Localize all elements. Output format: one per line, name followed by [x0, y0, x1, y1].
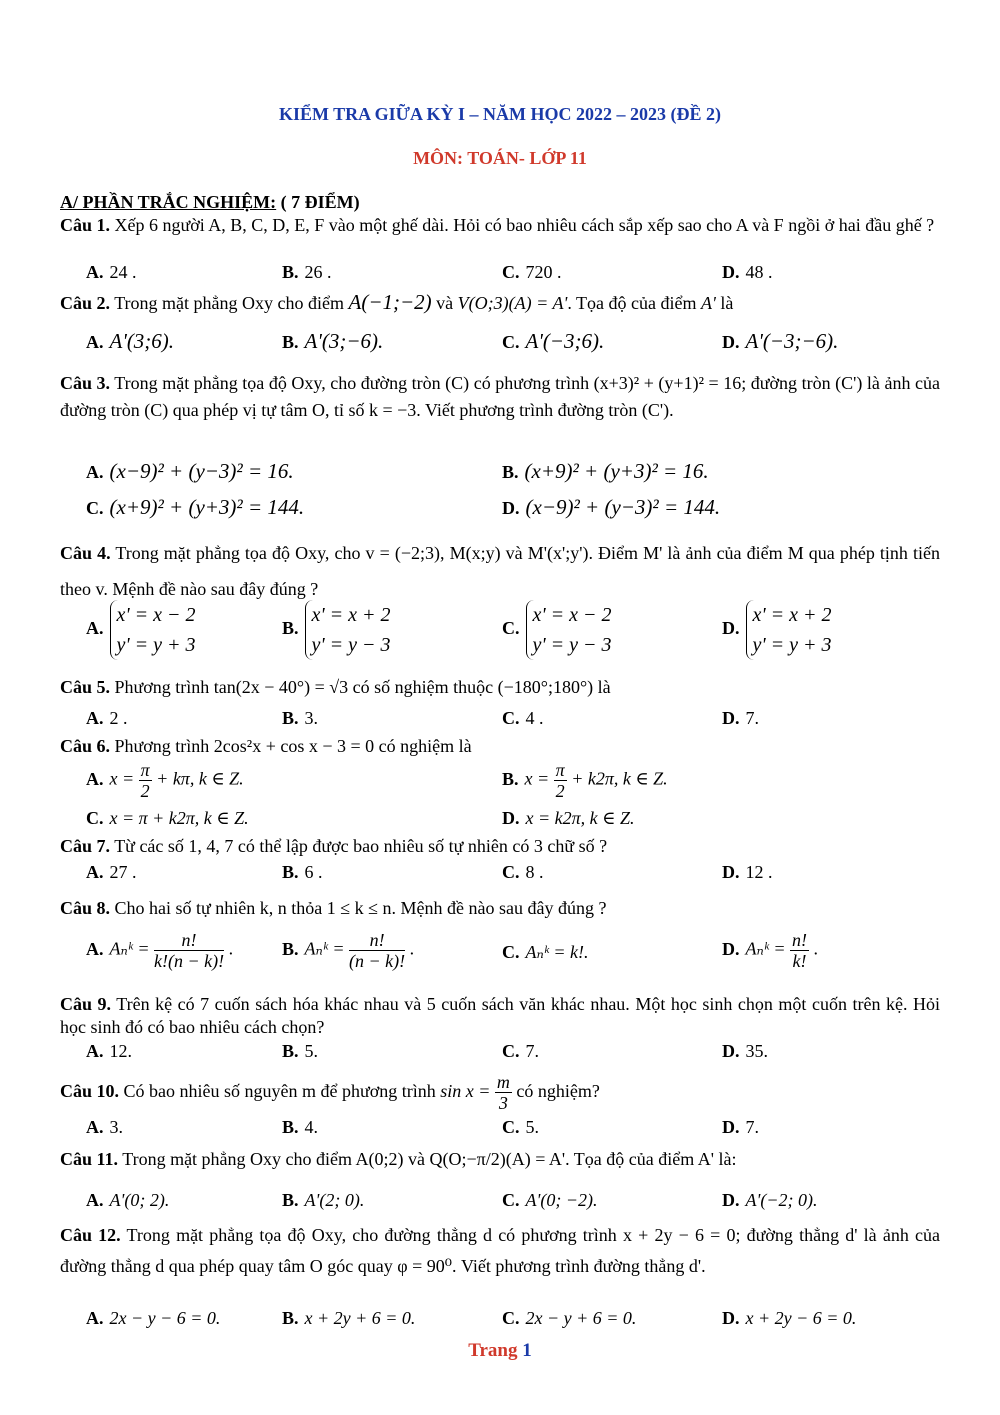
options-q3-cd	[60, 495, 940, 523]
question-6	[60, 735, 940, 758]
options-q9	[60, 1041, 940, 1069]
option-d[interactable]: D. 7.	[722, 1117, 759, 1137]
option-b[interactable]: B. A'(3;−6).	[282, 329, 384, 353]
option-d[interactable]: D. Aₙᵏ = $\frac{n!}{k!}$ .	[722, 930, 818, 971]
math-fraction: $\frac{m}{3}$	[496, 1072, 510, 1114]
options-q7	[60, 862, 940, 890]
question-text: Từ các số 1, 4, 7 có thể lập được bao nhiêu số tự nhiên có 3 chữ số ?	[110, 836, 608, 856]
question-11	[60, 1148, 940, 1171]
question-number: Câu 5.	[60, 677, 111, 697]
option-d[interactable]: D. (x−9)² + (y−3)² = 144.	[502, 495, 721, 519]
question-text: Trên kệ có 7 cuốn sách hóa khác nhau và 5 cuốn sách văn khác nhau. Một học sinh chọn một cuốn trên kệ. Hỏi học sinh đó có bao nhiêu cách chọn?	[60, 994, 940, 1037]
option-d[interactable]: D.x' = x + 2 y' = y + 3	[722, 600, 832, 660]
question-4	[60, 535, 940, 607]
question-number: Câu 7.	[60, 836, 111, 856]
option-d[interactable]: D. 35.	[722, 1041, 768, 1061]
question-text: Trong mặt phẳng Oxy cho điểm A(0;2) và Q(O;−π/2)(A) = A'. Tọa độ của điểm A' là:	[118, 1149, 737, 1169]
question-number: Câu 9.	[60, 994, 112, 1014]
option-c[interactable]: C. 720 .	[502, 262, 562, 282]
option-a[interactable]: A. (x−9)² + (y−3)² = 16.	[86, 459, 294, 483]
option-c[interactable]: C. x = π + k2π, k ∈ Z.	[86, 808, 249, 828]
exam-title: KIỂM TRA GIỮA KỲ I – NĂM HỌC 2022 – 2023 (ĐỀ 2)	[278, 104, 721, 124]
option-d[interactable]: D. x = k2π, k ∈ Z.	[502, 808, 635, 828]
exam-subject: MÔN: TOÁN- LỚP 11	[413, 148, 587, 168]
question-3	[60, 370, 940, 424]
option-b[interactable]: B. 3.	[282, 708, 319, 728]
question-7	[60, 835, 940, 858]
option-b[interactable]: B. Aₙᵏ = $\frac{n!}{(n - k)!}$ .	[282, 930, 415, 971]
question-text: Phương trình 2cos²x + cos x − 3 = 0 có nghiệm là	[110, 736, 472, 756]
question-number: Câu 2.	[60, 293, 111, 313]
options-q1	[60, 262, 940, 290]
option-c[interactable]: C. 8 .	[502, 862, 544, 882]
question-number: Câu 3.	[60, 373, 111, 393]
option-b[interactable]: B. x + 2y + 6 = 0.	[282, 1308, 416, 1328]
question-12	[60, 1220, 940, 1282]
section-label: A/ PHẦN TRẮC NGHIỆM:	[60, 192, 277, 212]
options-q6-ab	[60, 760, 940, 806]
option-c[interactable]: C. 4 .	[502, 708, 544, 728]
option-a[interactable]: A. 2x − y − 6 = 0.	[86, 1308, 221, 1328]
option-a[interactable]: A. 3.	[86, 1117, 123, 1137]
option-c[interactable]: C. 5.	[502, 1117, 539, 1137]
option-b[interactable]: B.x' = x + 2 y' = y − 3	[282, 600, 391, 660]
option-a[interactable]: A. x = $\frac{\pi}{2}$ + kπ, k ∈ Z.	[86, 760, 244, 801]
option-d[interactable]: D. A'(−2; 0).	[722, 1190, 818, 1210]
page-number: 1	[522, 1340, 532, 1361]
math-point: A(−1;−2)	[348, 290, 432, 314]
question-number: Câu 8.	[60, 898, 111, 918]
question-text: Trong mặt phẳng tọa độ Oxy, cho v = (−2;3), M(x;y) và M'(x';y'). Điểm M' là ảnh của điểm M qua phép tịnh tiến theo v. Mệnh đề nào sau đây đúng ?	[60, 543, 940, 599]
footer-label: Trang	[468, 1340, 518, 1361]
option-a[interactable]: A. A'(0; 2).	[86, 1190, 170, 1210]
option-c[interactable]: C.x' = x − 2 y' = y − 3	[502, 600, 612, 660]
question-10: Câu 10. Có bao nhiêu số nguyên m để phương trình sin x = $\frac{m}{3}$ có nghiệm?	[60, 1072, 600, 1114]
question-text: Cho hai số tự nhiên k, n thỏa 1 ≤ k ≤ n. Mệnh đề nào sau đây đúng ?	[110, 898, 607, 918]
section-points: ( 7 ĐIỂM)	[276, 192, 360, 212]
question-2: Câu 2. Trong mặt phẳng Oxy cho điểm A(−1;−2) và V(O;3)(A) = A'. Tọa độ của điểm A' là	[60, 290, 734, 314]
option-d[interactable]: D. 7.	[722, 708, 759, 728]
question-number: Câu 6.	[60, 736, 111, 756]
question-1	[60, 214, 940, 237]
question-text: Xếp 6 người A, B, C, D, E, F vào một ghế dài. Hỏi có bao nhiêu cách sắp xếp sao cho A và F ngồi ở hai đầu ghế ?	[110, 215, 935, 235]
options-q10	[60, 1117, 940, 1145]
options-q6-cd	[60, 808, 940, 836]
option-a[interactable]: A. 12.	[86, 1041, 132, 1061]
question-8	[60, 897, 940, 920]
options-q4	[60, 600, 940, 664]
page-footer	[0, 1340, 1000, 1362]
option-b[interactable]: B. 6 .	[282, 862, 323, 882]
question-number: Câu 1.	[60, 215, 111, 235]
option-b[interactable]: B. x = $\frac{\pi}{2}$ + k2π, k ∈ Z.	[502, 760, 668, 801]
option-c[interactable]: C. A'(−3;6).	[502, 329, 605, 353]
question-5	[60, 676, 940, 699]
question-9	[60, 993, 940, 1039]
question-text: Phương trình tan(2x − 40°) = √3 có số nghiệm thuộc (−180°;180°) là	[110, 677, 611, 697]
option-a[interactable]: A. Aₙᵏ = $\frac{n!}{k!(n - k)!}$ .	[86, 930, 234, 971]
options-q11	[60, 1190, 940, 1218]
section-heading	[60, 192, 360, 213]
question-text: Trong mặt phẳng tọa độ Oxy, cho đường tròn (C) có phương trình (x+3)² + (y+1)² = 16; đường tròn (C') là ảnh của đường tròn (C) qua phép vị tự tâm O, tỉ số k = −3. Viết phương trình đường tròn (C').	[60, 373, 940, 420]
option-a[interactable]: A. 27 .	[86, 862, 137, 882]
question-number: Câu 11.	[60, 1149, 119, 1169]
option-d[interactable]: D. 48 .	[722, 262, 773, 282]
question-number: Câu 4.	[60, 543, 111, 563]
option-d[interactable]: D. 12 .	[722, 862, 773, 882]
options-q8	[60, 930, 940, 980]
option-b[interactable]: B. A'(2; 0).	[282, 1190, 365, 1210]
option-d[interactable]: D. A'(−3;−6).	[722, 329, 839, 353]
option-c[interactable]: C. A'(0; −2).	[502, 1190, 598, 1210]
options-q2	[60, 329, 940, 357]
option-b[interactable]: B. 5.	[282, 1041, 319, 1061]
option-b[interactable]: B. (x+9)² + (y+3)² = 16.	[502, 459, 709, 483]
option-c[interactable]: C. Aₙᵏ = k!.	[502, 942, 589, 962]
option-c[interactable]: C. 7.	[502, 1041, 539, 1061]
question-number: Câu 12.	[60, 1225, 121, 1245]
option-a[interactable]: A. A'(3;6).	[86, 329, 175, 353]
option-c[interactable]: C. (x+9)² + (y+3)² = 144.	[86, 495, 305, 519]
options-q12	[60, 1308, 940, 1336]
option-a[interactable]: A. 2 .	[86, 708, 128, 728]
option-b[interactable]: B. 26 .	[282, 262, 332, 282]
question-number: Câu 10.	[60, 1081, 120, 1101]
option-d[interactable]: D. x + 2y − 6 = 0.	[722, 1308, 857, 1328]
option-a[interactable]: A. 24 .	[86, 262, 137, 282]
options-q3-ab	[60, 459, 940, 487]
option-c[interactable]: C. 2x − y + 6 = 0.	[502, 1308, 637, 1328]
options-q5	[60, 708, 940, 736]
option-b[interactable]: B. 4.	[282, 1117, 319, 1137]
question-text: Trong mặt phẳng tọa độ Oxy, cho đường thẳng d có phương trình x + 2y − 6 = 0; đường thẳng d' là ảnh của đường thẳng d qua phép quay tâm O góc quay φ = 90⁰. Viết phương trình đường thẳng d'.	[60, 1225, 940, 1276]
math-map: V(O;3)(A) = A'	[457, 293, 568, 313]
option-a[interactable]: A.x' = x − 2 y' = y + 3	[86, 600, 196, 660]
